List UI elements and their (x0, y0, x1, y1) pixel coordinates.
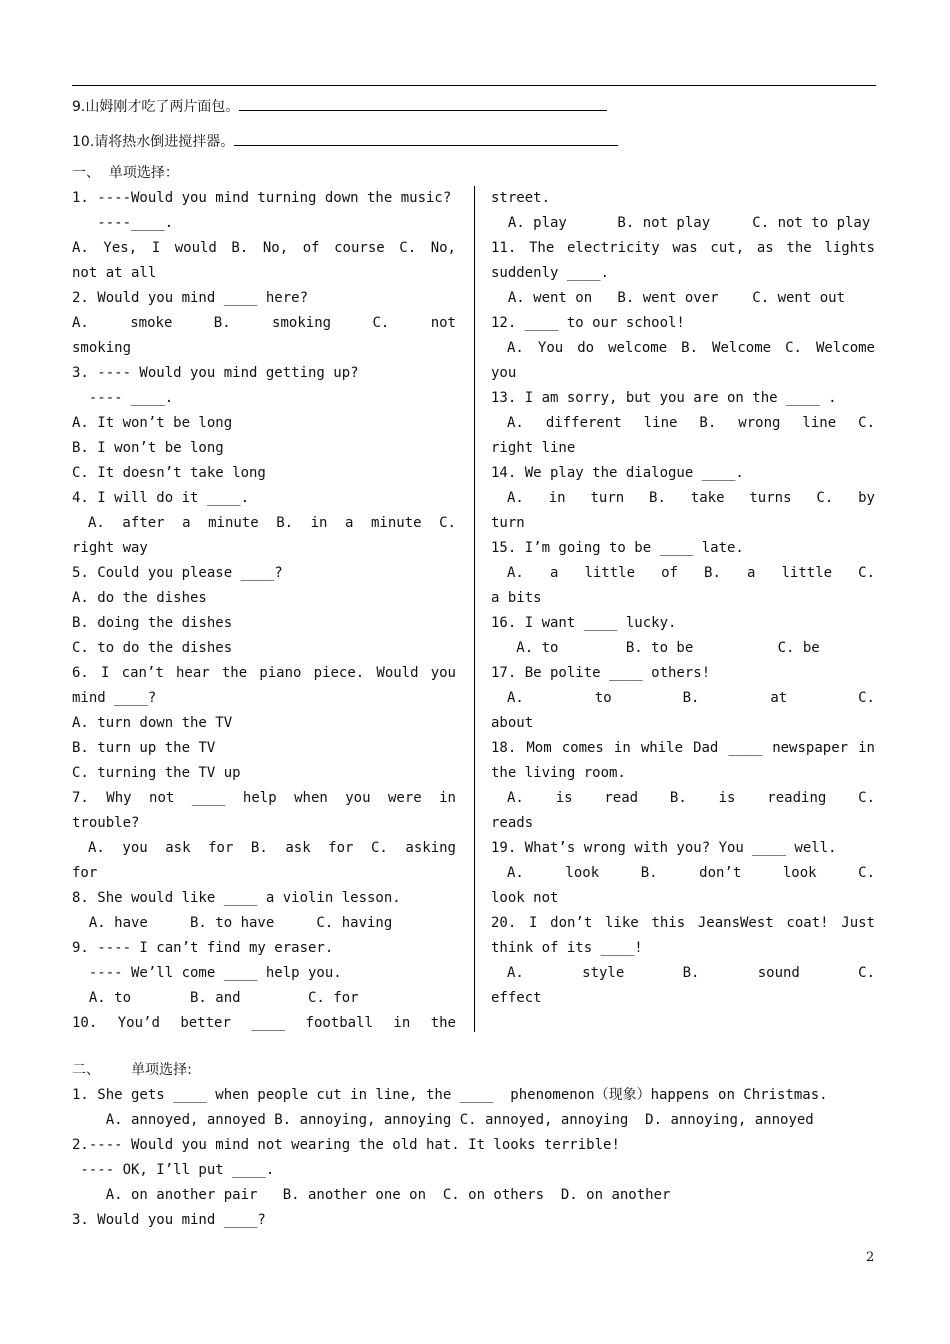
left-column-line: A. turn down the TV (72, 715, 233, 731)
left-column-line: 2. Would you mind ____ here? (72, 290, 309, 306)
left-column-line: ----____. (72, 215, 174, 231)
right-column-line: effect (491, 990, 542, 1006)
right-column-line: 15. I’m going to be ____ late. (491, 540, 744, 556)
right-column-line: suddenly ____. (491, 265, 610, 281)
right-column-line: 18. Mom comes in while Dad ____ newspaper in (491, 740, 875, 756)
translation-item-9: 9.山姆刚才吃了两片面包。 (72, 96, 607, 117)
right-column-line: A. look B. don’t look C. (507, 865, 875, 881)
right-column-line: the living room. (491, 765, 626, 781)
right-column-line: 20. I don’t like this JeansWest coat! Just (491, 915, 875, 931)
right-column-line: reads (491, 815, 534, 831)
right-column-line: A. in turn B. take turns C. by (507, 490, 875, 506)
section2 (72, 1058, 876, 1233)
left-column (72, 186, 456, 1036)
right-column-line: you (491, 365, 517, 381)
answer-blank[interactable] (234, 131, 618, 146)
left-column-line: 3. ---- Would you mind getting up? (72, 365, 359, 381)
right-column-line: look not (491, 890, 559, 906)
right-column-line: 16. I want ____ lucky. (491, 615, 677, 631)
left-column-line: A. Yes, I would B. No, of course C. No, (72, 240, 456, 256)
right-column-line: think of its ____! (491, 940, 643, 956)
left-column-line: C. to do the dishes (72, 640, 233, 656)
left-column-line: A. smoke B. smoking C. not (72, 315, 456, 331)
right-column-line: 17. Be polite ____ others! (491, 665, 711, 681)
left-column-line: not at all (72, 265, 157, 281)
right-column-line: 19. What’s wrong with you? You ____ well. (491, 840, 837, 856)
section2-line: 3. Would you mind ____? (72, 1212, 266, 1228)
right-column-line: a bits (491, 590, 542, 606)
left-column-line: A. It won’t be long (72, 415, 233, 431)
left-column-line: 8. She would like ____ a violin lesson. (72, 890, 401, 906)
left-column-line: mind ____? (72, 690, 157, 706)
section2-line: 2.---- Would you mind not wearing the old hat. It looks terrible! (72, 1137, 620, 1153)
left-column-line: A. to B. and C. for (72, 990, 359, 1006)
right-column-line: about (491, 715, 534, 731)
left-column-line: B. turn up the TV (72, 740, 216, 756)
section2-line: A. on another pair B. another one on C. on others D. on another (72, 1187, 671, 1203)
translation-item-10: 10.请将热水倒进搅拌器。 (72, 131, 618, 152)
section1-heading: 一、 单项选择： (72, 165, 179, 181)
left-column-line: A. have B. to have C. having (72, 915, 393, 931)
left-column-line: B. I won’t be long (72, 440, 224, 456)
page-number: 2 (866, 1250, 875, 1265)
right-column-line: A. a little of B. a little C. (507, 565, 875, 581)
left-column-line: 10. You’d better ____ football in the (72, 1015, 456, 1031)
right-column-line: A. You do welcome B. Welcome C. Welcome (507, 340, 875, 356)
section1-heading-wrap (72, 161, 458, 186)
answer-blank[interactable] (239, 96, 607, 111)
section2-heading: 二、 单项选择: (72, 1062, 192, 1078)
right-column-line: 13. I am sorry, but you are on the ____ . (491, 390, 837, 406)
right-column-line: right line (491, 440, 576, 456)
left-column-line: 9. ---- I can’t find my eraser. (72, 940, 334, 956)
left-column-line: 1. ----Would you mind turning down the music? (72, 190, 452, 206)
section2-line: 1. She gets ____ when people cut in line, the ____ phenomenon（现象）happens on Christmas. (72, 1087, 828, 1103)
left-column-line: 4. I will do it ____. (72, 490, 250, 506)
left-column-line: trouble? (72, 815, 140, 831)
left-column-line: C. turning the TV up (72, 765, 241, 781)
section2-line: A. annoyed, annoyed B. annoying, annoying C. annoyed, annoying D. annoying, annoyed (72, 1112, 814, 1128)
right-column-line: A. is read B. is reading C. (507, 790, 875, 806)
right-column-line: A. different line B. wrong line C. (507, 415, 875, 431)
right-column-line: 14. We play the dialogue ____. (491, 465, 744, 481)
section2-line: ---- OK, I’ll put ____. (72, 1162, 275, 1178)
left-column-line: ---- We’ll come ____ help you. (72, 965, 342, 981)
right-column-line: street. (491, 190, 551, 206)
header-rule (72, 85, 876, 86)
right-column-line: 12. ____ to our school! (491, 315, 685, 331)
left-column-line: right way (72, 540, 148, 556)
right-column-line: turn (491, 515, 525, 531)
left-column-line: C. It doesn’t take long (72, 465, 266, 481)
left-column-line: 7. Why not ____ help when you were in (72, 790, 456, 806)
left-column-line: A. after a minute B. in a minute C. (88, 515, 456, 531)
left-column-line: A. you ask for B. ask for C. asking (88, 840, 456, 856)
left-column-line: 6. I can’t hear the piano piece. Would you (72, 665, 456, 681)
right-column-line: A. to B. at C. (507, 690, 875, 706)
left-column-line: 5. Could you please ____? (72, 565, 283, 581)
left-column-line: ---- ____. (72, 390, 174, 406)
left-column-line: smoking (72, 340, 132, 356)
left-column-line: B. doing the dishes (72, 615, 233, 631)
right-column-line: 11. The electricity was cut, as the lights (491, 240, 875, 256)
left-column-line: for (72, 865, 98, 881)
right-column-line: A. play B. not play C. not to play (491, 215, 871, 231)
right-column-line: A. style B. sound C. (507, 965, 875, 981)
right-column-line: A. went on B. went over C. went out (491, 290, 846, 306)
column-divider (474, 186, 475, 1032)
right-column-line: A. to B. to be C. be (491, 640, 820, 656)
left-column-line: A. do the dishes (72, 590, 207, 606)
right-column (491, 186, 875, 1011)
